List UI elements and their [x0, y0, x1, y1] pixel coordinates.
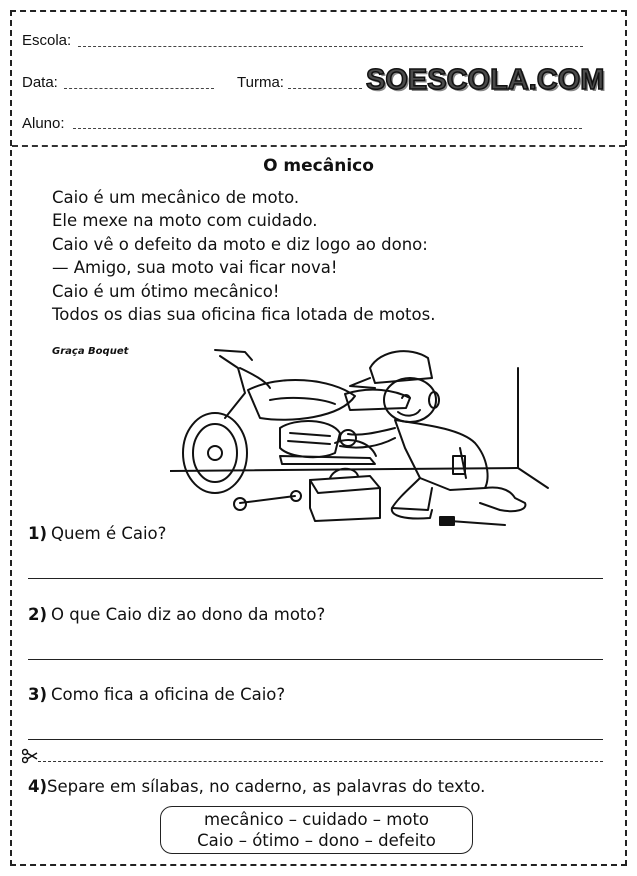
mechanic-motorcycle-illustration: [170, 338, 550, 533]
answer-line-2[interactable]: [28, 659, 603, 660]
student-field[interactable]: [73, 128, 582, 129]
question-4: [28, 777, 485, 796]
answer-line-1[interactable]: [28, 578, 603, 579]
student-label: Aluno:: [22, 115, 65, 132]
cut-line: [38, 761, 603, 762]
question-text: O que Caio diz ao dono da moto?: [51, 605, 326, 624]
story-line: Ele mexe na moto com cuidado.: [52, 211, 318, 231]
question-3: [28, 685, 285, 704]
story-title: O mecânico: [263, 156, 374, 176]
word-box-line: Caio – ótimo – dono – defeito: [197, 831, 436, 850]
story-line: Caio é um ótimo mecânico!: [52, 281, 280, 301]
author-credit: Graça Boquet: [52, 346, 129, 357]
question-number: 4): [28, 777, 48, 796]
story-line: Caio é um mecânico de moto.: [52, 188, 300, 207]
question-1: [28, 524, 166, 543]
story-line: — Amigo, sua moto vai ficar nova!: [52, 258, 338, 278]
header-separator: [12, 145, 625, 147]
question-number: 1): [28, 524, 48, 543]
class-label: Turma:: [237, 74, 284, 91]
site-logo: SOESCOLA.COM: [366, 64, 605, 96]
date-field[interactable]: [64, 88, 214, 89]
question-number: 3): [28, 685, 48, 704]
question-number: 2): [28, 605, 48, 624]
date-label: Data:: [22, 74, 58, 91]
story-line: Caio vê o defeito da moto e diz logo ao dono:: [52, 234, 428, 254]
school-label: Escola:: [22, 32, 72, 49]
word-box: [160, 806, 473, 854]
question-text: Como fica a oficina de Caio?: [51, 685, 286, 704]
story-line: Todos os dias sua oficina fica lotada de motos.: [52, 305, 436, 325]
story-text: [52, 186, 435, 326]
word-box-line: mecânico – cuidado – moto: [203, 810, 430, 829]
answer-line-3[interactable]: [28, 739, 603, 740]
scissors-icon: [22, 748, 38, 764]
question-2: [28, 605, 325, 624]
question-text: Separe em sílabas, no caderno, as palavras do texto.: [47, 777, 486, 796]
school-field[interactable]: [78, 46, 583, 47]
question-text: Quem é Caio?: [51, 524, 167, 543]
class-field[interactable]: [288, 88, 362, 89]
